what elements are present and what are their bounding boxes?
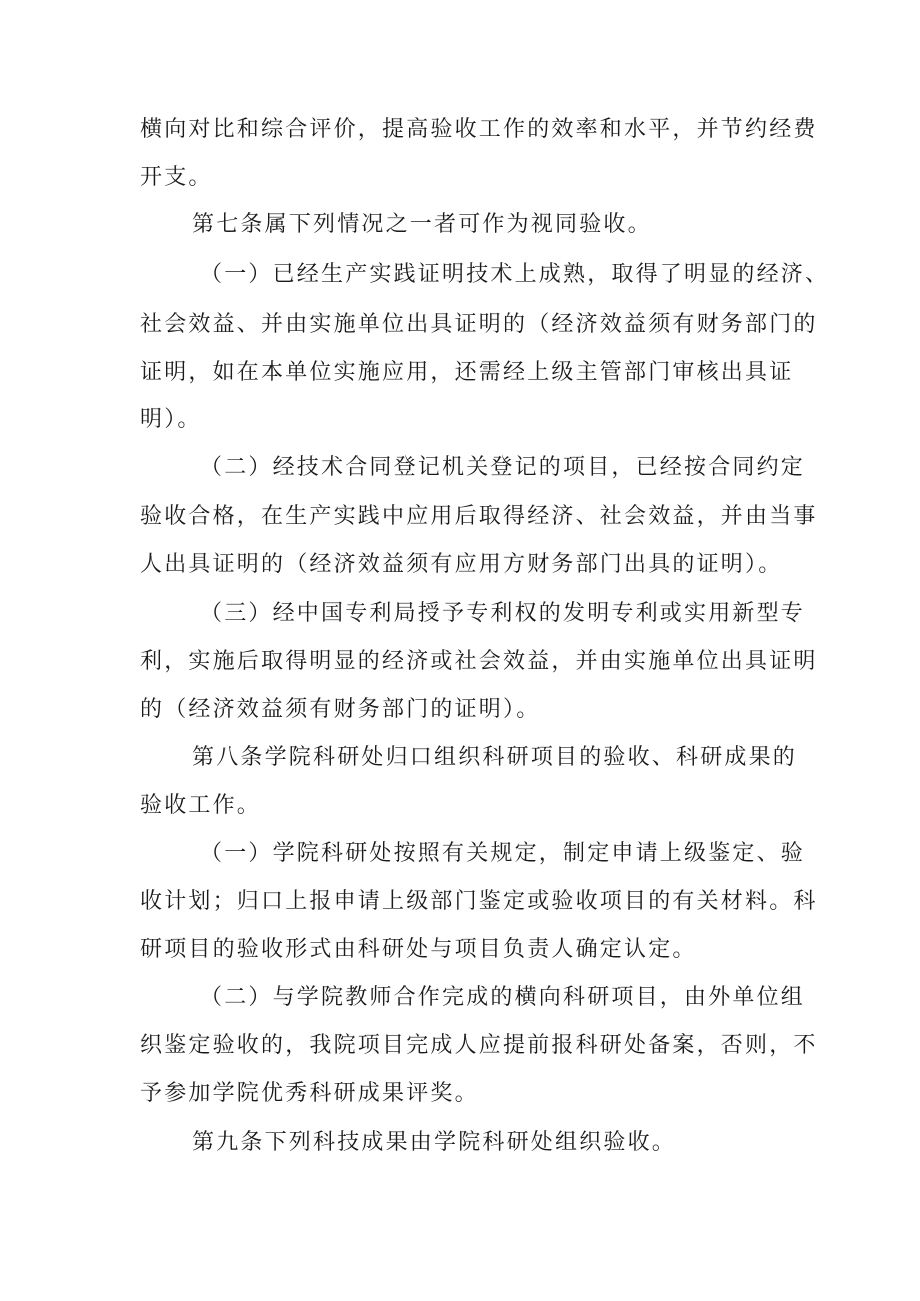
- text-line: （二）经技术合同登记机关登记的项目，已经按合同约定: [200, 455, 806, 480]
- article-heading: 第九条下列科技成果由学院科研处组织验收。: [192, 1130, 677, 1155]
- article-heading: 第七条属下列情况之一者可作为视同验收。: [192, 212, 652, 237]
- text-line: （三）经中国专利局授予专利权的发明专利或实用新型专: [200, 601, 806, 626]
- text-line: 利，实施后取得明显的经济或社会效益，并由实施单位出具证明: [140, 649, 818, 674]
- text-line: 社会效益、并由实施单位出具证明的（经济效益须有财务部门的: [140, 312, 818, 337]
- text-line: （一）学院科研处按照有关规定，制定申请上级鉴定、验: [200, 841, 806, 866]
- text-line: 验收合格，在生产实践中应用后取得经济、社会效益，并由当事: [140, 504, 818, 529]
- text-line: 开支。: [140, 165, 213, 190]
- text-line: 证明，如在本单位实施应用，还需经上级主管部门审核出具证: [140, 360, 794, 385]
- text-line: （二）与学院教师合作完成的横向科研项目，由外单位组: [200, 985, 806, 1010]
- article-heading: 第八条学院科研处归口组织科研项目的验收、科研成果的: [192, 745, 798, 770]
- text-line: 人出具证明的（经济效益须有应用方财务部门出具的证明）。: [140, 552, 783, 577]
- text-line: 验收工作。: [140, 793, 262, 818]
- text-line: （一）已经生产实践证明技术上成熟，取得了明显的经济、: [200, 262, 830, 287]
- text-line: 研项目的验收形式由科研处与项目负责人确定认定。: [140, 937, 697, 962]
- text-line: 收计划；归口上报申请上级部门鉴定或验收项目的有关材料。科: [140, 889, 818, 914]
- text-line: 的（经济效益须有财务部门的证明）。: [140, 697, 541, 722]
- text-line: 织鉴定验收的，我院项目完成人应提前报科研处备案，否则，不: [140, 1033, 818, 1058]
- text-line: 横向对比和综合评价，提高验收工作的效率和水平，并节约经费: [140, 117, 818, 142]
- text-line: 予参加学院优秀科研成果评奖。: [140, 1081, 479, 1106]
- text-line: 明）。: [140, 407, 202, 432]
